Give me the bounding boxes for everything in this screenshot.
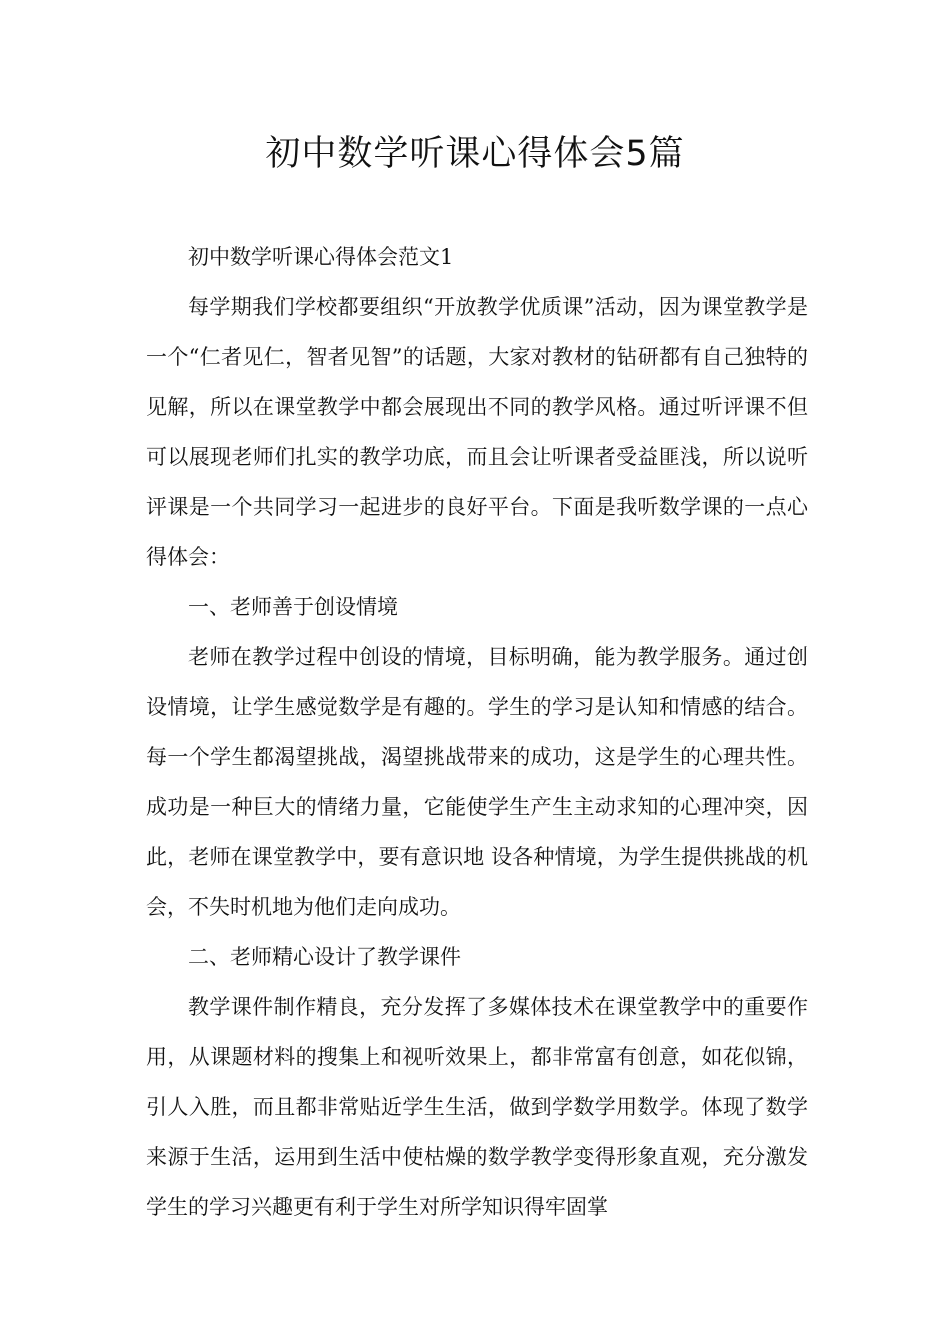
body-paragraph: 老师在教学过程中创设的情境，目标明确，能为教学服务。通过创设情境，让学生感觉数学是有趣的。学生的学习是认知和情感的结合。每一个学生都渴望挑战，渴望挑战带来的成功，这是学生的心理共性。成功是一种巨大的情绪力量，它能使学生产生主动求知的心理冲突，因此，老师在课堂教学中，要有意识地 设各种情境，为学生提供挑战的机会，不失时机地为他们走向成功。 [146,645,808,919]
body-paragraph: 每学期我们学校都要组织“开放教学优质课”活动，因为课堂教学是一个“仁者见仁，智者见智”的话题，大家对教材的钻研都有自己独特的见解，所以在课堂教学中都会展现出不同的教学风格。通过听评课不但可以展现老师们扎实的教学功底，而且会让听课者受益匪浅，所以说听评课是一个共同学习一起进步的良好平台。下面是我听数学课的一点心得体会： [146,295,808,569]
body-paragraph: 教学课件制作精良，充分发挥了多媒体技术在课堂教学中的重要作用，从课题材料的搜集上和视听效果上，都非常富有创意，如花似锦，引人入胜，而且都非常贴近学生生活，做到学数学用数学。体现了数学来源于生活，运用到生活中使枯燥的数学教学变得形象直观，充分激发学生的学习兴趣更有利于学生对所学知识得牢固掌 [146,995,808,1219]
section-heading: 二、老师精心设计了教学课件 [188,945,461,969]
section-heading-essay-1: 初中数学听课心得体会范文1 [188,245,454,269]
document-title: 初中数学听课心得体会5篇 [265,134,685,174]
section-heading: 一、老师善于创设情境 [188,595,398,619]
document-body [146,232,808,1232]
